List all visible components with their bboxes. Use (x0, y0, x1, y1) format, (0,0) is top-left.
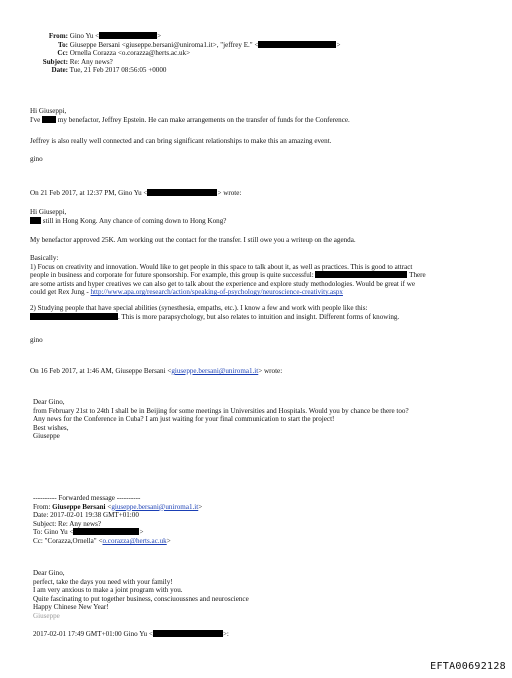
signature: gino (30, 155, 43, 163)
quoted-body: Basically: 1) Focus on creativity and innovation. Would like to get people in this space to talk about it, as well as practices. This is good to attract people in business and corporate for future sponsorship. For example, this group is quite successful: There are some artists and hyper creatives we can also get to talk about the experience and explore study methodologies. Would be great if we could get Rex Jung - http://www.apa.org/research/action/speaking-of-psychology/neuroscience-creativity.aspx (30, 254, 426, 297)
redaction (30, 313, 118, 320)
forwarded-message: ---------- Forwarded message ---------- From: Giuseppe Bersani <giuseppe.bersani@uniroma1.it> Date: 2017-02-01 19:38 GMT+01:00 Subject: Re: Any news? To: Gino Yu < > Cc: "Corazza,Ornella" <o.corazza@herts.ac.uk> (33, 494, 203, 545)
cc-value: Ornella Corazza <o.corazza@herts.ac.uk> (69, 49, 191, 58)
redaction (315, 271, 407, 278)
quote-intro: 2017-02-01 17:49 GMT+01:00 Gino Yu < >: (33, 630, 229, 638)
bersani-email-link[interactable]: giuseppe.bersani@uniroma1.it (171, 367, 259, 375)
forward-from-link[interactable]: giuseppe.bersani@uniroma1.it (111, 502, 199, 511)
date-value: Tue, 21 Feb 2017 08:56:05 +0000 (69, 66, 167, 75)
redaction (153, 630, 223, 637)
apa-link[interactable]: http://www.apa.org/research/action/speaking-of-psychology/neuroscience-creativity.aspx (90, 288, 343, 297)
date-label: Date: (51, 66, 68, 75)
redaction (99, 32, 157, 39)
forward-cc-link[interactable]: o.corazza@herts.ac.uk (102, 536, 167, 545)
redaction (42, 116, 56, 123)
to-label: To: (58, 40, 68, 49)
subject-label: Subject: (42, 57, 68, 66)
email-header: From: Gino Yu < > To: Giuseppe Bersani <giuseppe.bersani@uniroma1.it>, "jeffrey E." < > Cc: Ornella Corazza <o.corazza@herts.ac.uk> Subject: Re: Any news? Date: Tue, 21 Feb 2017 08:56:05 +0000 (30, 32, 340, 75)
from-value: Gino Yu < (69, 32, 100, 40)
document-id: EFTA00692128 (430, 661, 506, 672)
quote-intro: On 21 Feb 2017, at 12:37 PM, Gino Yu < > wrote: (30, 189, 242, 197)
redaction (73, 528, 139, 535)
message-body: Jeffrey is also really well connected and can bring significant relationships to make this an amazing event. (30, 137, 332, 145)
from-label: From: (48, 32, 68, 40)
message-body: Hi Giuseppi, I've my benefactor, Jeffrey Epstein. He can make arrangements on the transfer of funds for the Conference. (30, 107, 350, 124)
quoted-body: 2) Studying people that have special abilities (synesthesia, empaths, etc.). I know a few and work with people like this: . This is more parapsychology, but also relates to intuition and insight. Different forms of knowing. (30, 304, 400, 321)
redaction (258, 41, 336, 48)
quote-intro: On 16 Feb 2017, at 1:46 AM, Giuseppe Bersani <giuseppe.bersani@uniroma1.it> wrote: (30, 367, 283, 375)
quoted-body: Dear Gino, from February 21st to 24th I shall be in Beijing for some meetings in Universities and Hospitals. Would you by chance be there too? Any news for the Conference in Cuba? I am just waiting for your final communication to start the project! Best wishes, Giuseppe (33, 398, 409, 441)
to-value: Giuseppe Bersani <giuseppe.bersani@uniroma1.it>, "jeffrey E." < (69, 40, 259, 49)
message-body: Dear Gino, perfect, take the days you need with your family! I am very anxious to make a joint program with you. Quite fascinating to put together business, consciuoussnes and neuroscience Happy Chinese New Year! Giuseppe (33, 569, 249, 620)
signature: gino (30, 336, 43, 344)
redaction (147, 189, 217, 196)
quoted-body: My benefactor approved 25K. Am working out the contact for the transfer. I still owe you a writeup on the agenda. (30, 236, 356, 244)
subject-value: Re: Any news? (69, 57, 113, 66)
quoted-body: Hi Giuseppi, still in Hong Kong. Any chance of coming down to Hong Kong? (30, 208, 227, 225)
redaction (30, 217, 41, 224)
cc-label: Cc: (57, 49, 68, 58)
